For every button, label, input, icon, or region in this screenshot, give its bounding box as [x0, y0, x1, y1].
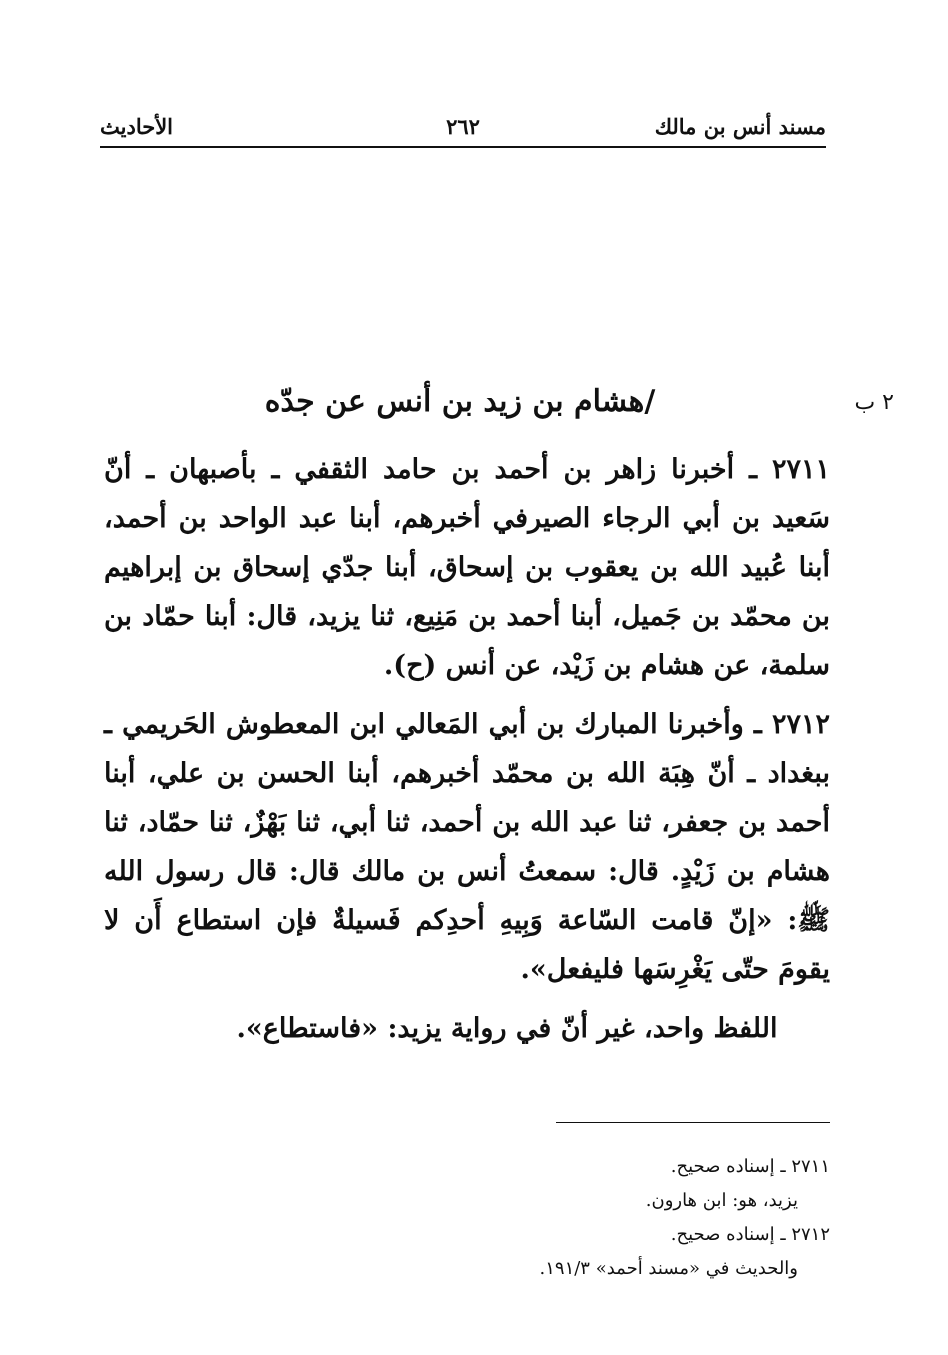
footnote-line: ٢٧١١ ـ إسناده صحيح. — [670, 1156, 830, 1177]
closing-note: اللفظ واحد، غير أنّ في رواية يزيد: «فاستطاع». — [236, 1013, 778, 1044]
page-number: ٢٦٢ — [446, 114, 480, 139]
hadith-number: ٢٧١٢ — [771, 709, 830, 740]
manuscript-folio-note: ٢ ب — [854, 390, 894, 415]
footnote-line: يزيد، هو: ابن هارون. — [645, 1190, 798, 1211]
footnotes — [230, 1150, 830, 1286]
section-heading: /هشام بن زيد بن أنس عن جدّه — [264, 384, 656, 419]
hadith-text: ـ وأخبرنا المبارك بن أبي المَعالي ابن المعطوش الحَريمي ـ ببغداد ـ أنّ هِبَة الله بن محمّد أخبرهم، أبنا الحسن بن علي، أبنا أحمد بن جعفر، ثنا عبد الله بن أحمد، ثنا أبي، ثنا بَهْزٌ، ثنا حمّاد، ثنا هشام بن زَيْدٍ. قال: سمعتُ أنس بن مالك قال: قال رسول الله ﷺ: «إنّ قامت السّاعة وَبِيهِ أحدِكم فَسيلةٌ فإن استطاع أَن لا يقومَ حتّى يَغْرِسَها فليفعل». — [104, 709, 830, 985]
hadith-paragraph — [104, 445, 830, 690]
header-book-title: مسند أنس بن مالك — [654, 114, 826, 139]
header-section-title: الأحاديث — [100, 114, 174, 139]
footnote-line: ٢٧١٢ ـ إسناده صحيح. — [670, 1224, 830, 1245]
footnote-line: والحديث في «مسند أحمد» ١٩١/٣. — [539, 1258, 798, 1279]
hadith-number: ٢٧١١ — [771, 454, 830, 485]
hadith-text: ـ أخبرنا زاهر بن أحمد بن حامد الثقفي ـ بأصبهان ـ أنّ سَعيد بن أبي الرجاء الصيرفي أخبرهم، أبنا عبد الواحد بن أحمد، أبنا عُبيد الله بن يعقوب بن إسحاق، أبنا جدّي إسحاق بن إبراهيم بن محمّد بن جَميل، أبنا أحمد بن مَنِيع، ثنا يزيد، قال: أبنا حمّاد بن سلمة، عن هشام بن زَيْد، عن أنس (ح). — [104, 454, 830, 681]
main-text — [104, 445, 830, 1080]
footnote-divider — [556, 1122, 830, 1123]
running-header — [100, 110, 826, 148]
hadith-paragraph — [104, 700, 830, 994]
